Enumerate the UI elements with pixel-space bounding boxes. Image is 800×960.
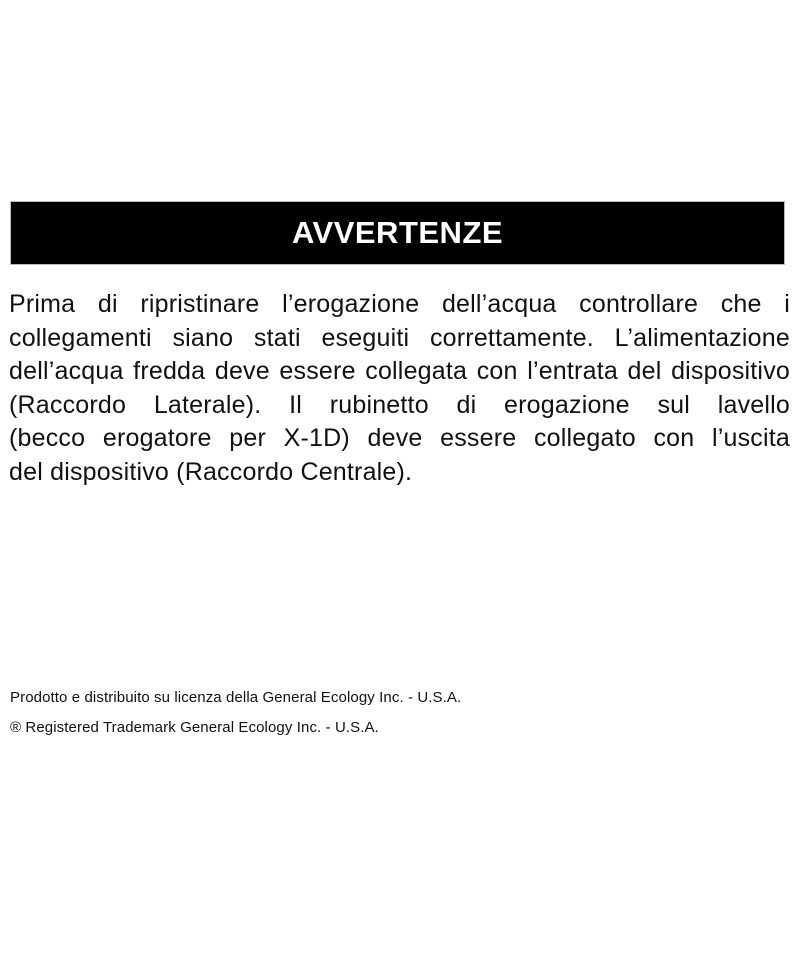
warning-paragraph: [9, 288, 790, 489]
paragraph-line-6: del dispositivo (Raccordo Centrale).: [9, 457, 413, 486]
warning-banner-title: AVVERTENZE: [291, 215, 504, 250]
paragraph-line-5: (becco erogatore per X-1D) deve essere collegato con l’uscita: [9, 424, 790, 452]
warning-banner: [10, 201, 785, 265]
paragraph-line-3: dell’acqua fredda deve essere collegata con l’entrata del dispositivo: [9, 357, 790, 385]
paragraph-line-1: Prima di ripristinare l’erogazione dell’acqua controllare che i: [9, 290, 790, 318]
paragraph-line-2: collegamenti siano stati eseguiti correttamente. L’alimentazione: [9, 323, 790, 352]
trademark-note: ® Registered Trademark General Ecology Inc. - U.S.A.: [10, 719, 379, 736]
page-footer: [10, 688, 461, 738]
license-note: Prodotto e distribuito su licenza della General Ecology Inc. - U.S.A.: [10, 689, 462, 706]
paragraph-line-4: (Raccordo Laterale). Il rubinetto di erogazione sul lavello: [9, 390, 790, 419]
